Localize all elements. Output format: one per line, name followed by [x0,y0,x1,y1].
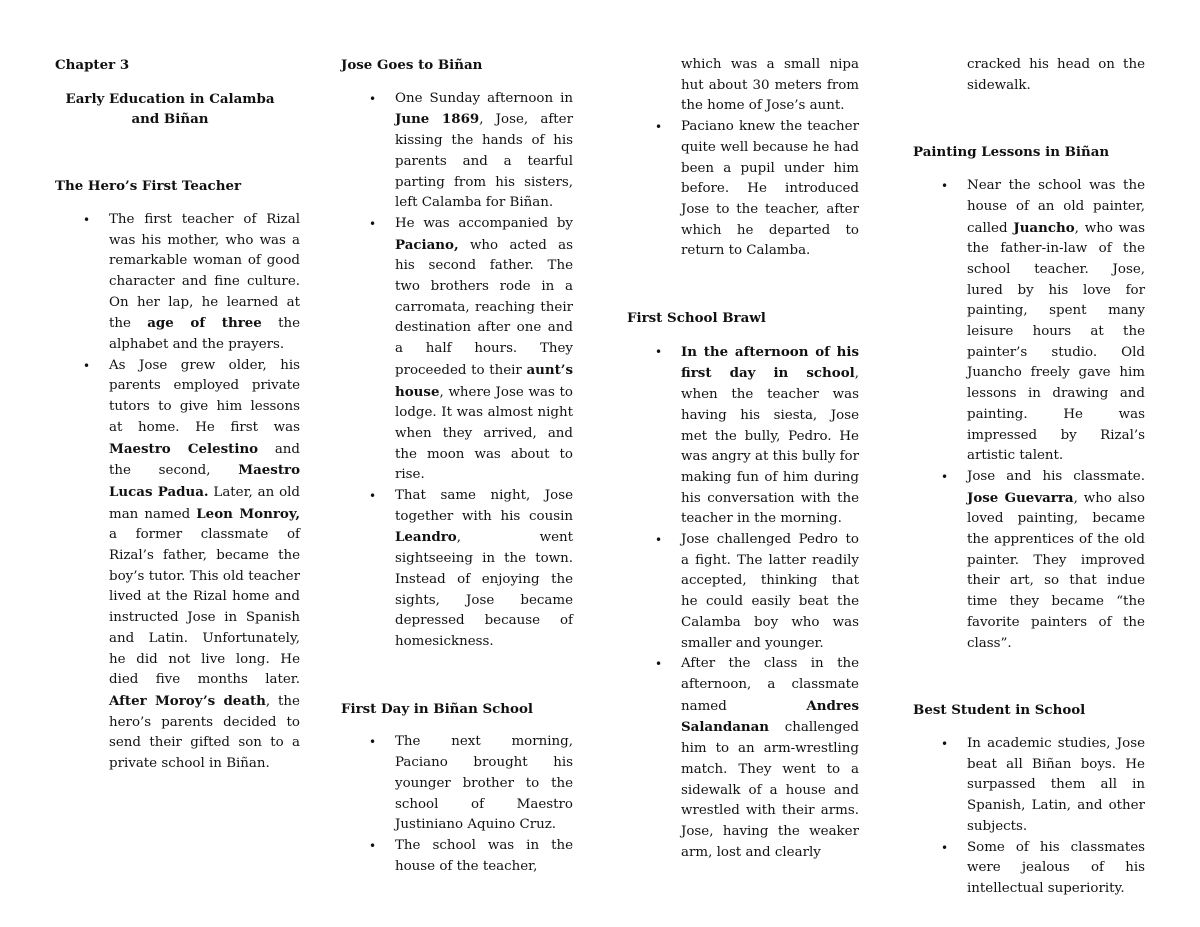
bullet-list-brawl [627,342,859,864]
list-item [627,654,859,863]
list-item [55,356,300,775]
text-run: As Jose grew older, his parents employed private tutors to give him lessons at home. He first was [109,357,300,435]
bullet-list-painting [913,176,1145,654]
bold-text: Andres Salandanan [681,697,859,736]
list-item: • Some of his classmates were jealous of his intellectual superiority. [913,838,1145,900]
list-item [913,467,1145,654]
list-item: • Paciano knew the teacher quite well because he had been a pupil under him before. He introduced Jose to the teacher, after which he departed to return to Calamba. [627,117,859,262]
list-item: • The school was in the house of the teacher, [341,836,573,877]
section-heading-goes-to-binan: Jose Goes to Biñan [341,57,483,73]
text-run: challenged him to an arm-wrestling match. They went to a sidewalk of a house and wrestled with their arms. Jose, having the weaker arm, lost and clearly [681,720,859,860]
bullet-list-goes-to-binan [341,89,573,653]
bold-text: Paciano, [395,236,459,253]
bold-text: Leandro [395,529,457,546]
text-run: He was accompanied by [395,215,573,231]
bullet-list-first-day-cont [627,117,859,262]
bold-text: In the afternoon of his first day in school [681,343,859,382]
bold-text: After Moroy’s death [109,692,266,709]
text-run: , Jose, after kissing the hands of his parents and a tearful parting from his sisters, left Calamba for Biñan. [395,112,573,211]
text-run: , who also loved painting, became the apprentices of the old painter. They improved their art, so that indue time they became “the favorite painters of the class”. [967,490,1145,651]
column-1 [55,55,300,775]
text-run: The first teacher of Rizal was his mother, who was a remarkable woman of good character and fine culture. On her lap, he learned at the [109,211,300,332]
bold-text: Jose Guevarra [967,489,1074,506]
list-item [55,210,300,356]
section-heading-painting: Painting Lessons in Biñan [913,144,1110,161]
text-run: , who was the father-in-law of the school teacher. Jose, lured by his love for painting, spent many leisure hours at the painter’s studio. Old Juancho freely gave him lessons in drawing and painting. He was impressed by Rizal’s artistic talent. [967,220,1145,464]
bold-text: Juancho [1013,219,1075,236]
bullet-list-first-teacher [55,210,300,775]
chapter-title: Early Education in Calamba and Biñan [65,90,275,128]
text-run: , where Jose was to lodge. It was almost night when they arrived, and the moon was about to rise. [395,384,573,483]
bold-text: age of three [147,315,262,332]
chapter-number: Chapter 3 [55,57,130,73]
text-run: Jose and his classmate. [967,468,1145,484]
text-run: Later, an old man named [109,484,300,522]
list-item [341,89,573,214]
list-item-continuation: which was a small nipa hut about 30 meters from the home of Jose’s aunt. [681,57,859,114]
bold-text: Maestro Celestino [109,440,259,457]
text-run: , the hero’s parents decided to send their gifted son to a private school in Biñan. [109,693,300,772]
column-4 [913,55,1145,900]
text-run: who acted as his second father. The two brothers rode in a carromata, reaching their destination after one and a half hours. They proceeded to their [395,237,573,378]
list-item: • Jose challenged Pedro to a fight. The latter readily accepted, thinking that he could easily beat the Calamba boy who was smaller and younger. [627,530,859,654]
text-run: and the second, [109,441,300,479]
section-heading-brawl: First School Brawl [627,310,766,327]
text-run: the alphabet and the prayers. [109,316,301,353]
section-heading-first-day: First Day in Biñan School [341,700,533,717]
column-3 [627,55,859,863]
list-item [341,486,573,653]
list-item-continuation: cracked his head on the sidewalk. [967,57,1145,93]
bullet-list-first-day [341,732,573,877]
text-run: That same night, Jose together with his cousin [395,488,573,524]
bold-text: Leon Monroy, [196,505,300,522]
bullet-list-best-student [913,734,1145,900]
list-item: • The next morning, Paciano brought his younger brother to the school of Maestro Justiniano Aquino Cruz. [341,732,573,836]
text-run: , went sightseeing in the town. Instead of enjoying the sights, Jose became depressed because of homesickness. [395,530,573,649]
section-heading-best-student: Best Student in School [913,702,1086,719]
bold-text: June 1869 [395,111,480,128]
text-run: Near the school was the house of an old painter, called [967,178,1145,236]
text-run: One Sunday afternoon in [395,90,573,106]
list-item [627,342,859,530]
section-heading-first-teacher: The Hero’s First Teacher [55,178,242,195]
text-run: a former classmate of Rizal’s father, became the boy’s tutor. This old teacher lived at the Rizal home and instructed Jose in Spanish and Latin. Unfortunately, he did not live long. He died five months later. [109,527,300,688]
column-2 [341,55,573,877]
bold-text: aunt’s house [395,361,573,400]
list-item [341,214,573,486]
list-item: • In academic studies, Jose beat all Biñan boys. He surpassed them all in Spanish, Latin, and other subjects. [913,734,1145,838]
bold-text: Maestro Lucas Padua. [109,462,300,500]
text-run: After the class in the afternoon, a classmate named [681,656,859,714]
text-run: , when the teacher was having his siesta, Jose met the bully, Pedro. He was angry at this bully for making fun of him during his conversation with the teacher in the morning. [681,366,860,527]
list-item [913,176,1145,467]
